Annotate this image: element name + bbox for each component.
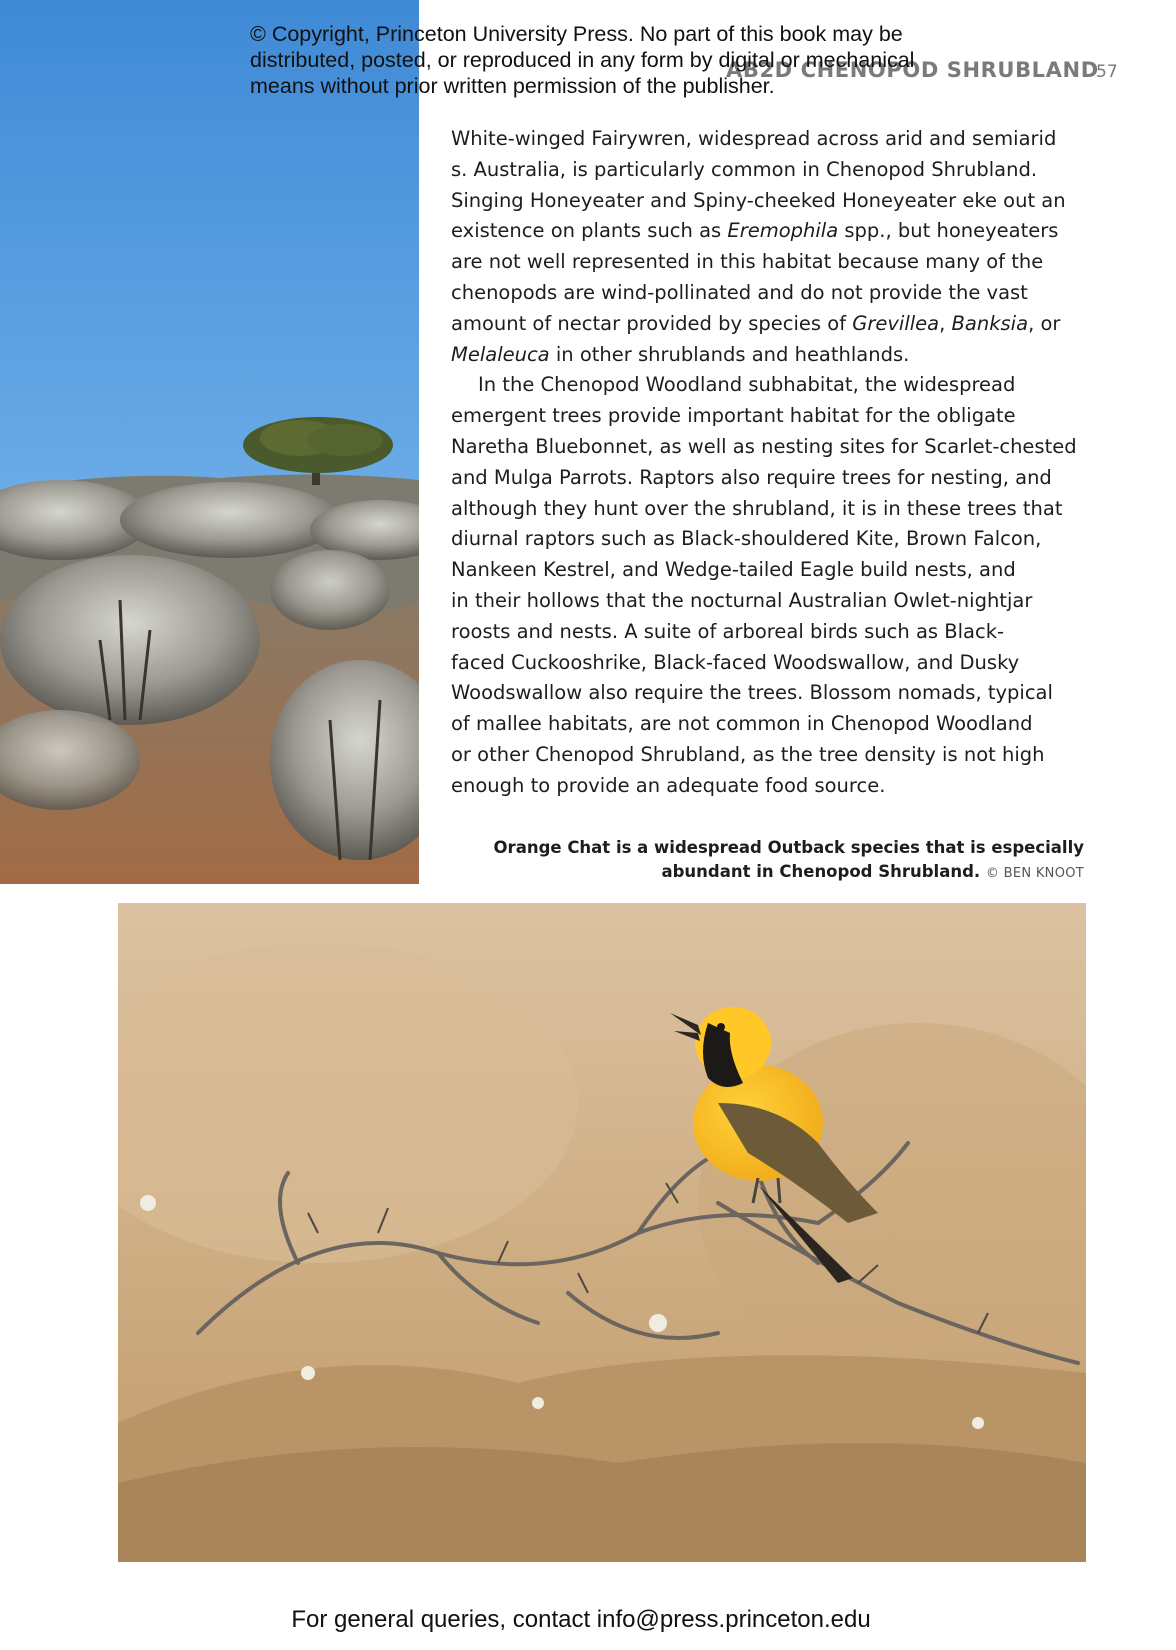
page-number: 57 — [1096, 62, 1118, 82]
text-run: , or — [1028, 311, 1061, 335]
text-line — [451, 216, 1091, 247]
text-run: spp., but honeyeaters — [838, 219, 1059, 243]
caption-text: abundant in Chenopod Shrubland. — [661, 861, 981, 881]
text-line — [451, 340, 1091, 371]
photo-credit: © BEN KNOOT — [985, 865, 1084, 881]
text-line: roosts and nests. A suite of arboreal birds such as Black- — [451, 619, 1005, 643]
text-line — [451, 309, 1091, 340]
text-run: amount of nectar provided by species of — [451, 311, 853, 335]
text-line: or other Chenopod Shrubland, as the tree density is not high — [451, 742, 1045, 766]
text-run: existence on plants such as — [451, 219, 728, 243]
text-line: Woodswallow also require the trees. Blossom nomads, typical — [451, 681, 1053, 705]
italic-genus: Banksia — [951, 311, 1029, 335]
italic-genus: Eremophila — [727, 219, 839, 243]
copyright-line: © Copyright, Princeton University Press. No part of this book may be — [250, 22, 903, 46]
text-line: are not well represented in this habitat because many of the — [451, 250, 1044, 274]
caption-line — [464, 860, 1084, 886]
text-line: emergent trees provide important habitat for the obligate — [451, 404, 1016, 428]
landscape-photo — [0, 0, 419, 884]
footer — [0, 1606, 1176, 1634]
text-line: in their hollows that the nocturnal Australian Owlet-nightjar — [451, 588, 1033, 612]
copyright-notice — [250, 21, 950, 99]
text-line: chenopods are wind-pollinated and do not provide the vast — [451, 280, 1028, 304]
text-line: enough to provide an adequate food source. — [451, 773, 886, 797]
text-line: and Mulga Parrots. Raptors also require trees for nesting, and — [451, 465, 1052, 489]
copyright-line: means without prior written permission of the publisher. — [250, 74, 775, 98]
text-line: Nankeen Kestrel, and Wedge-tailed Eagle build nests, and — [451, 558, 1016, 582]
photo-caption — [464, 836, 1084, 885]
text-line: s. Australia, is particularly common in Chenopod Shrubland. — [451, 157, 1038, 181]
italic-genus: Grevillea — [852, 311, 940, 335]
orange-chat-photo — [118, 903, 1086, 1562]
text-line: although they hunt over the shrubland, it is in these trees that — [451, 496, 1063, 520]
text-line: In the Chenopod Woodland subhabitat, the widespread — [478, 373, 1016, 397]
text-line: diurnal raptors such as Black-shouldered Kite, Brown Falcon, — [451, 527, 1042, 551]
text-line: Naretha Bluebonnet, as well as nesting sites for Scarlet-chested — [451, 434, 1077, 458]
body-text — [451, 124, 1091, 802]
paragraph-2 — [451, 370, 1091, 801]
text-line: Singing Honeyeater and Spiny-cheeked Honeyeater eke out an — [451, 188, 1066, 212]
text-line: of mallee habitats, are not common in Chenopod Woodland — [451, 712, 1033, 736]
text-run: , — [939, 311, 952, 335]
text-run: in other shrublands and heathlands. — [549, 342, 910, 366]
running-header: AB2D CHENOPOD SHRUBLAND — [726, 58, 1099, 82]
text-line: faced Cuckooshrike, Black-faced Woodswallow, and Dusky — [451, 650, 1020, 674]
text-line: White-winged Fairywren, widespread across arid and semiarid — [451, 127, 1057, 150]
copyright-line: distributed, posted, or reproduced in any form by digital or mechanical — [250, 48, 915, 72]
caption-line: Orange Chat is a widespread Outback species that is especially — [493, 838, 1084, 857]
footer-contact: For general queries, contact info@press.princeton.edu — [291, 1606, 871, 1633]
italic-genus: Melaleuca — [451, 342, 550, 366]
paragraph-1 — [451, 124, 1091, 370]
